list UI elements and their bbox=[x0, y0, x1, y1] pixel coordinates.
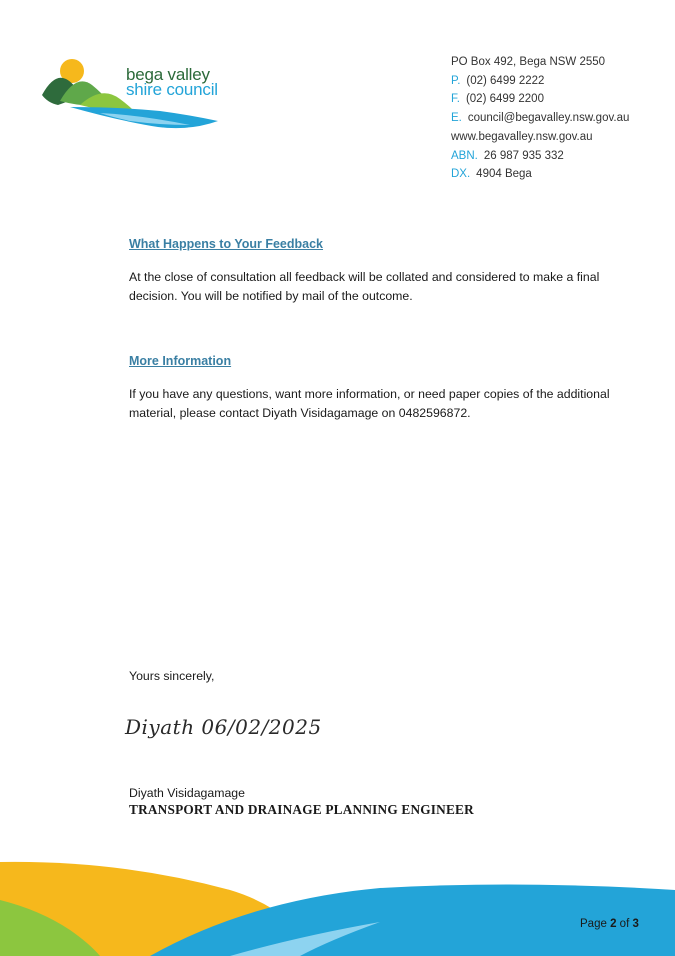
phone-label: P. bbox=[451, 74, 461, 87]
fax-number: (02) 6499 2200 bbox=[465, 93, 544, 106]
section-heading-more-info: More Information bbox=[129, 354, 232, 368]
phone-number: (02) 6499 2222 bbox=[466, 74, 545, 87]
contact-fax-row bbox=[451, 90, 629, 109]
abn-number: 26 987 935 332 bbox=[483, 149, 564, 162]
contact-website: www.begavalley.nsw.gov.au bbox=[451, 130, 593, 143]
page-current: 2 bbox=[610, 918, 617, 930]
council-logo bbox=[40, 55, 260, 135]
page-prefix: Page bbox=[580, 918, 607, 930]
abn-label: ABN. bbox=[451, 149, 478, 162]
handwritten-signature: Diyath 06/02/2025 bbox=[125, 715, 322, 739]
page-number bbox=[580, 918, 639, 930]
email-label: E. bbox=[451, 112, 462, 125]
page-total: 3 bbox=[632, 918, 639, 930]
contact-phone-row bbox=[451, 72, 629, 91]
contact-abn-row bbox=[451, 147, 629, 166]
closing-salutation: Yours sincerely, bbox=[129, 669, 215, 683]
logo-text-line2: shire council bbox=[126, 80, 218, 99]
section-body-feedback: At the close of consultation all feedback will be collated and considered to make a final decision. You will be notified by mail of the outcome. bbox=[129, 270, 600, 303]
contact-address: PO Box 492, Bega NSW 2550 bbox=[451, 56, 606, 68]
signer-name: Diyath Visidagamage bbox=[129, 786, 245, 800]
email-address: council@begavalley.nsw.gov.au bbox=[467, 112, 630, 125]
signer-title: TRANSPORT AND DRAINAGE PLANNING ENGINEER bbox=[129, 802, 474, 817]
dx-label: DX. bbox=[451, 168, 471, 181]
contact-dx-row bbox=[451, 165, 629, 184]
fax-label: F. bbox=[451, 93, 460, 106]
footer-swoosh-art bbox=[0, 840, 675, 956]
section-heading-feedback: What Happens to Your Feedback bbox=[129, 237, 324, 251]
contact-email-row bbox=[451, 109, 629, 128]
contact-block bbox=[451, 53, 629, 184]
dx-number: 4904 Bega bbox=[476, 168, 532, 181]
page-of: of bbox=[619, 918, 630, 930]
logo-text-line1: bega valley bbox=[126, 65, 210, 84]
section-body-more-info: If you have any questions, want more information, or need paper copies of the additional material, please contact Diyath Visidagamage on 0482596872. bbox=[129, 387, 610, 420]
